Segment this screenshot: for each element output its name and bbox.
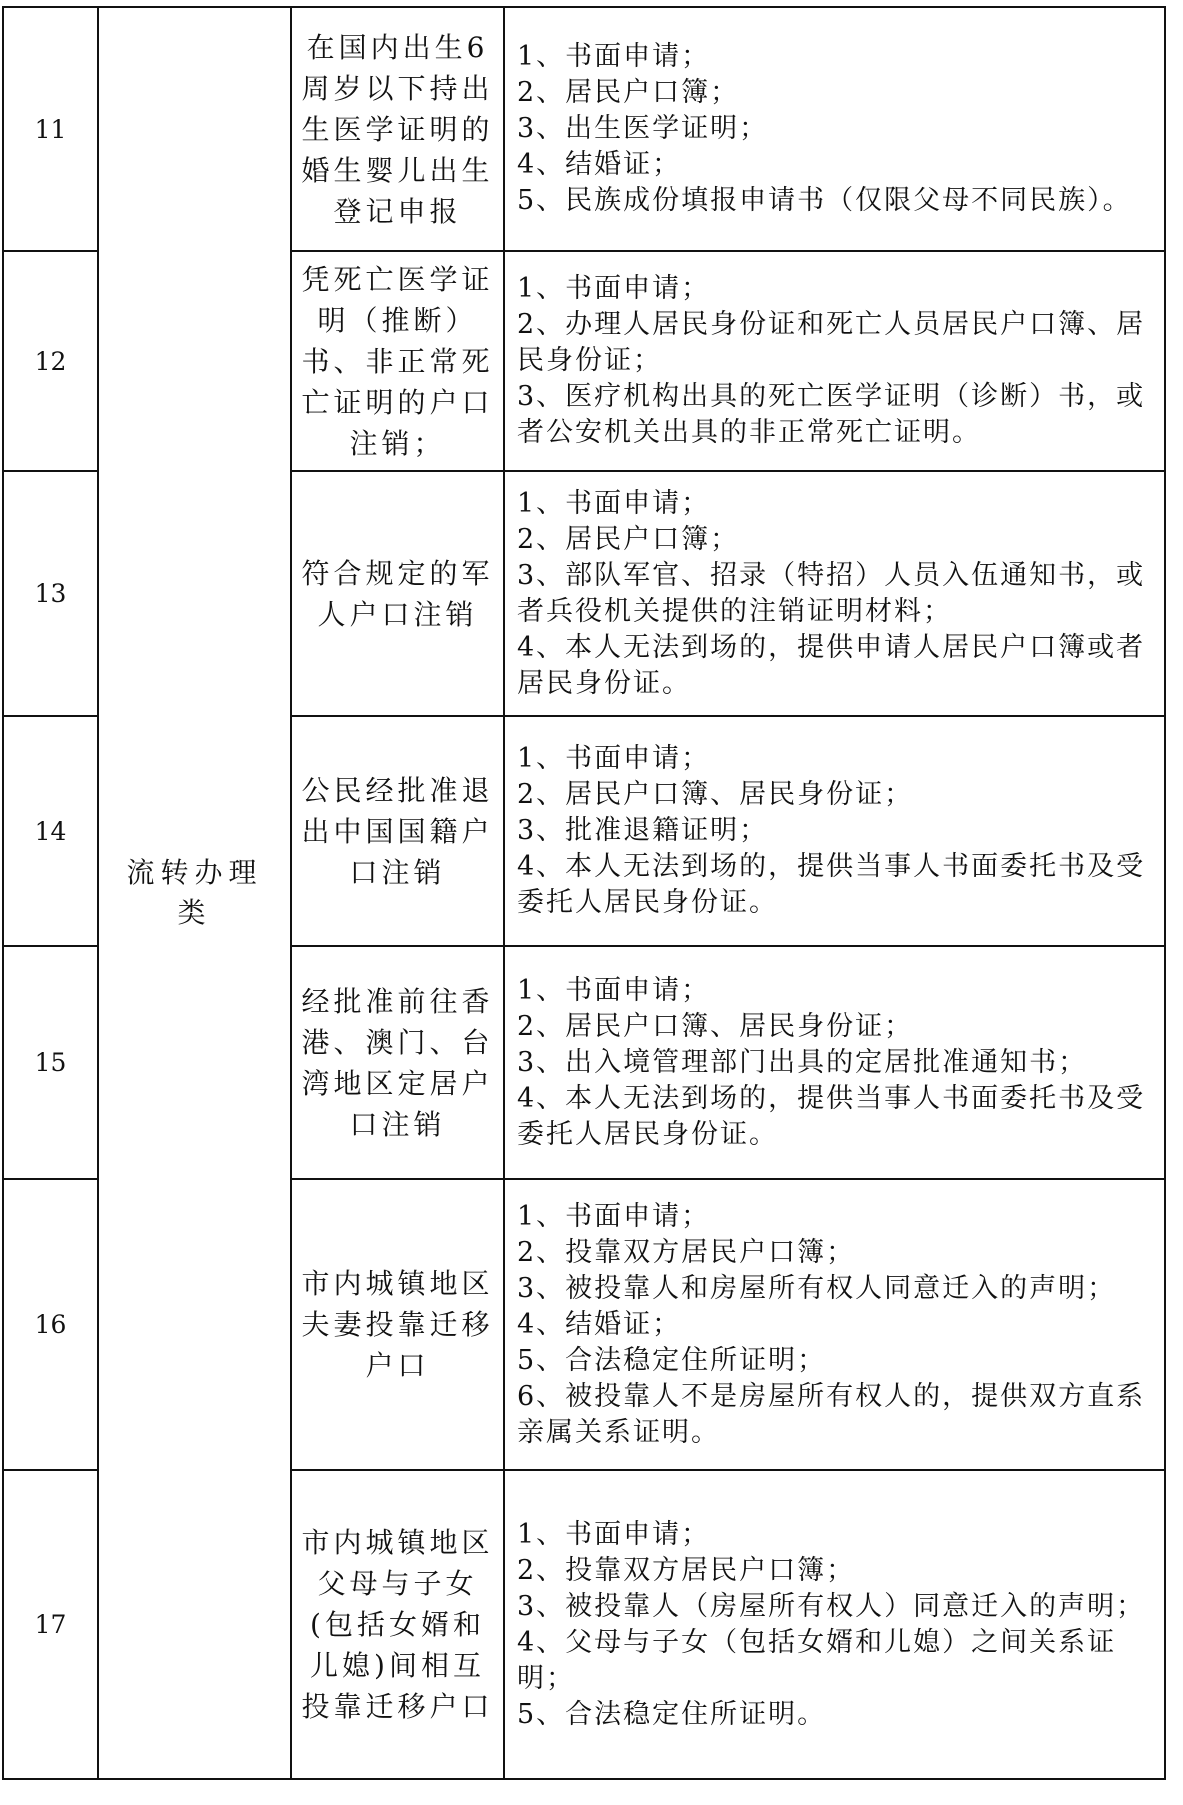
category-cell: 流转办理类 — [98, 7, 291, 1779]
requirements-cell — [504, 716, 1165, 946]
requirement-line: 4、结婚证； — [517, 1308, 682, 1340]
item-name: 公民经批准退出中国国籍户口注销 — [291, 716, 504, 946]
item-name: 市内城镇地区夫妻投靠迁移户口 — [291, 1179, 504, 1470]
item-name: 在国内出生6周岁以下持出生医学证明的婚生婴儿出生登记申报 — [291, 7, 504, 251]
requirement-line: 3、医疗机构出具的死亡医学证明（诊断）书，或者公安机关出具的非正常死亡证明。 — [517, 381, 1146, 448]
requirements-cell — [504, 946, 1165, 1179]
requirement-line: 4、本人无法到场的，提供申请人居民户口簿或者居民身份证。 — [517, 631, 1146, 699]
requirement-line: 5、合法稳定住所证明； — [517, 1344, 827, 1376]
requirements-cell — [504, 1470, 1165, 1779]
item-name: 市内城镇地区父母与子女(包括女婿和儿媳)间相互投靠迁移户口 — [291, 1470, 504, 1779]
requirement-line: 2、投靠双方居民户口簿； — [517, 1554, 856, 1586]
item-name: 符合规定的军人户口注销 — [291, 471, 504, 716]
requirement-line: 3、部队军官、招录（特招）人员入伍通知书，或者兵役机关提供的注销证明材料； — [517, 559, 1146, 627]
requirements-table — [2, 6, 1166, 1780]
requirement-line: 2、居民户口簿、居民身份证； — [517, 1010, 914, 1042]
requirement-line: 3、出入境管理部门出具的定居批准通知书； — [517, 1046, 1088, 1078]
requirement-line: 2、居民户口簿、居民身份证； — [517, 779, 914, 810]
requirement-line: 4、父母与子女（包括女婿和儿媳）之间关系证明； — [517, 1626, 1117, 1694]
row-number: 12 — [3, 251, 98, 471]
requirement-line: 5、合法稳定住所证明。 — [517, 1698, 827, 1730]
requirement-line: 3、批准退籍证明； — [517, 815, 769, 846]
row-number: 11 — [3, 7, 98, 251]
row-number: 17 — [3, 1470, 98, 1779]
item-name: 凭死亡医学证明（推断）书、非正常死亡证明的户口注销； — [291, 251, 504, 471]
requirement-line: 1、书面申请； — [517, 743, 711, 774]
requirement-line: 2、办理人居民身份证和死亡人员居民户口簿、居民身份证； — [517, 309, 1146, 376]
row-number: 15 — [3, 946, 98, 1179]
requirement-line: 5、民族成份填报申请书（仅限父母不同民族）。 — [517, 185, 1132, 216]
requirement-line: 4、本人无法到场的，提供当事人书面委托书及受委托人居民身份证。 — [517, 1082, 1146, 1150]
requirement-line: 1、书面申请； — [517, 273, 711, 304]
requirement-line: 1、书面申请； — [517, 41, 711, 72]
item-name: 经批准前往香港、澳门、台湾地区定居户口注销 — [291, 946, 504, 1179]
requirement-line: 6、被投靠人不是房屋所有权人的，提供双方直系亲属关系证明。 — [517, 1380, 1146, 1448]
row-number: 14 — [3, 716, 98, 946]
requirement-line: 1、书面申请； — [517, 1200, 711, 1232]
requirement-line: 3、出生医学证明； — [517, 113, 769, 144]
row-number: 13 — [3, 471, 98, 716]
requirements-cell — [504, 251, 1165, 471]
requirement-line: 2、投靠双方居民户口簿； — [517, 1236, 856, 1268]
requirements-cell — [504, 7, 1165, 251]
requirement-line: 2、居民户口簿； — [517, 523, 740, 555]
requirement-line: 1、书面申请； — [517, 1518, 711, 1550]
requirement-line: 3、被投靠人和房屋所有权人同意迁入的声明； — [517, 1272, 1117, 1304]
requirements-cell — [504, 471, 1165, 716]
requirement-line: 1、书面申请； — [517, 974, 711, 1006]
row-number: 16 — [3, 1179, 98, 1470]
requirement-line: 4、本人无法到场的，提供当事人书面委托书及受委托人居民身份证。 — [517, 851, 1146, 918]
requirement-line: 2、居民户口簿； — [517, 77, 740, 108]
requirement-line: 4、结婚证； — [517, 149, 682, 180]
requirement-line: 1、书面申请； — [517, 487, 711, 519]
requirements-cell — [504, 1179, 1165, 1470]
table-row — [3, 7, 1165, 251]
requirement-line: 3、被投靠人（房屋所有权人）同意迁入的声明； — [517, 1590, 1146, 1622]
